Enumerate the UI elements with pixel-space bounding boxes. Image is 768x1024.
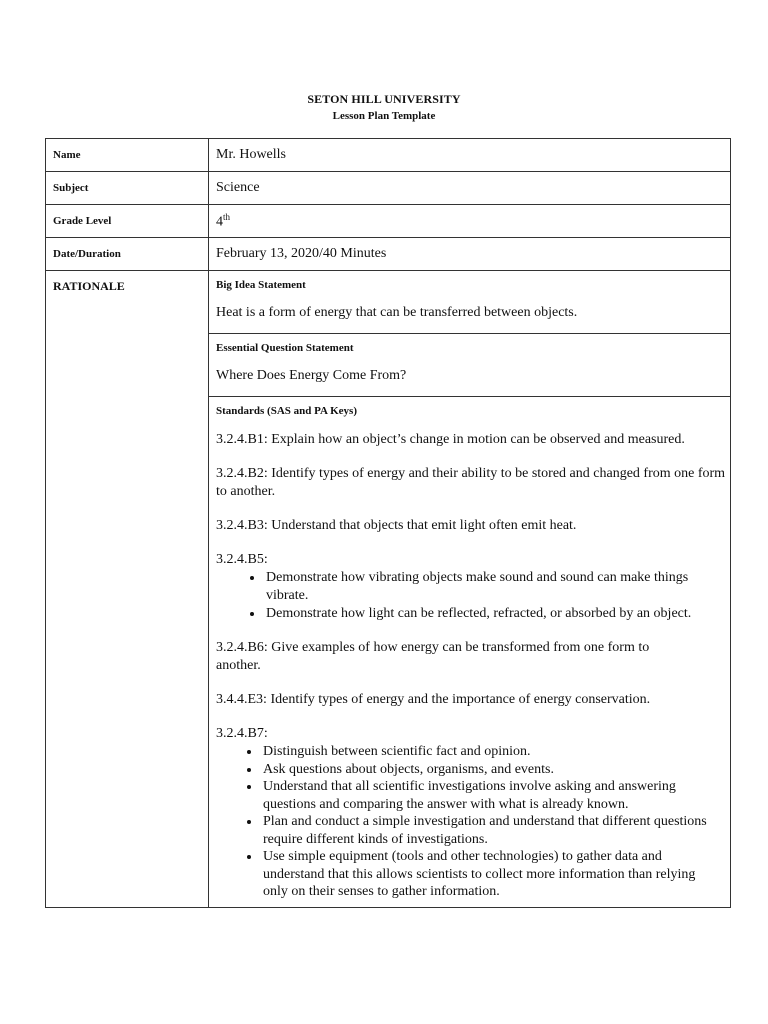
standard-b2: 3.2.4.B2: Identify types of energy and their ability to be stored and changed from one form to another. xyxy=(216,466,726,499)
grade-number: 4 xyxy=(216,214,223,230)
row-name xyxy=(46,139,731,172)
template-title: Lesson Plan Template xyxy=(332,110,436,122)
subject-label: Subject xyxy=(46,172,209,205)
university-name: SETON HILL UNIVERSITY xyxy=(307,92,461,106)
date-duration-value: February 13, 2020/40 Minutes xyxy=(209,238,731,271)
essential-question-cell xyxy=(209,334,731,397)
name-label: Name xyxy=(46,139,209,172)
list-item: • Ask questions about objects, organisms, and events. xyxy=(261,761,720,779)
standard-b1: 3.2.4.B1: Explain how an object’s change in motion can be observed and measured. xyxy=(216,432,685,447)
row-date-duration xyxy=(46,238,731,271)
name-value: Mr. Howells xyxy=(209,139,731,172)
standard-b7-label: 3.2.4.B7: xyxy=(216,726,268,741)
standard-b6: 3.2.4.B6: Give examples of how energy can be transformed from one form to another. xyxy=(216,640,650,673)
standard-b5-list xyxy=(216,569,730,623)
grade-suffix: th xyxy=(223,211,231,222)
big-idea-cell xyxy=(209,271,731,334)
row-subject xyxy=(46,172,731,205)
standard-b5-label: 3.2.4.B5: xyxy=(216,552,268,567)
lesson-plan-table xyxy=(45,138,731,908)
subject-value: Science xyxy=(209,172,731,205)
date-duration-label: Date/Duration xyxy=(46,238,209,271)
list-item: • Plan and conduct a simple investigation and understand that different questions require different kinds of investigations. xyxy=(261,813,720,848)
grade-level-value xyxy=(209,205,731,238)
document-header xyxy=(0,92,768,122)
big-idea-heading: Big Idea Statement xyxy=(216,279,306,291)
row-grade-level xyxy=(46,205,731,238)
list-item: • Use simple equipment (tools and other technologies) to gather data and understand that this allows scientists to collect more information than relying only on their senses to gather information. xyxy=(261,848,720,901)
essential-question-heading: Essential Question Statement xyxy=(216,342,354,354)
rationale-label xyxy=(46,271,209,908)
big-idea-text: Heat is a form of energy that can be transferred between objects. xyxy=(216,305,578,320)
list-item: • Demonstrate how light can be reflected, refracted, or absorbed by an object. xyxy=(264,605,730,623)
list-item: • Distinguish between scientific fact and opinion. xyxy=(261,743,720,761)
grade-level-label: Grade Level xyxy=(46,205,209,238)
standard-e3: 3.4.4.E3: Identify types of energy and the importance of energy conservation. xyxy=(216,692,651,707)
standard-b3: 3.2.4.B3: Understand that objects that emit light often emit heat. xyxy=(216,518,577,533)
list-item: • Demonstrate how vibrating objects make sound and sound can make things vibrate. xyxy=(264,569,730,605)
rationale-text: RATIONALE xyxy=(53,279,125,293)
row-big-idea xyxy=(46,271,731,334)
standards-cell xyxy=(209,397,731,908)
list-item: • Understand that all scientific investigations involve asking and answering questions and comparing the answer with what is already known. xyxy=(261,778,720,813)
standard-b7-list xyxy=(216,743,730,901)
standards-heading: Standards (SAS and PA Keys) xyxy=(216,405,357,417)
essential-question-text: Where Does Energy Come From? xyxy=(216,368,407,383)
